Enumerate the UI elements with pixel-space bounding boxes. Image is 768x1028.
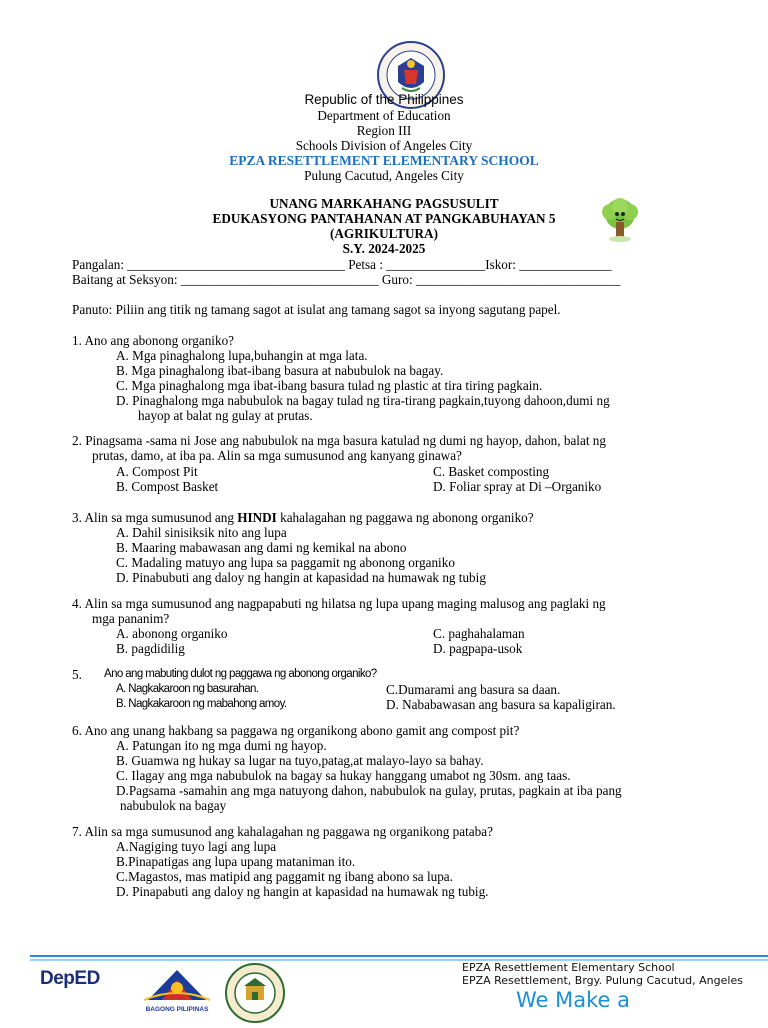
q1-option-b: B. Mga pinaghalong ibat-ibang basura at nabubulok na bagay. bbox=[116, 363, 444, 378]
q5-option-d: D. Nababawasan ang basura sa kapaligiran. bbox=[386, 697, 616, 712]
q2-option-c: C. Basket composting bbox=[433, 464, 550, 479]
bagong-pilipinas-text: BAGONG PILIPINAS bbox=[145, 1006, 209, 1013]
q5-option-c: C.Dumarami ang basura sa daan. bbox=[386, 682, 561, 697]
division-line: Schools Division of Angeles City bbox=[295, 138, 473, 153]
footer-rule bbox=[30, 955, 768, 957]
q1-stem: 1. Ano ang abonong organiko? bbox=[72, 333, 235, 348]
school-address: Pulung Cacutud, Angeles City bbox=[304, 168, 464, 183]
footer-school-address: EPZA Resettlement, Brgy. Pulung Cacutud, Angeles bbox=[462, 974, 743, 987]
q5-option-a: A. Nagkakaroon ng basurahan. bbox=[116, 683, 259, 695]
tree-icon bbox=[596, 196, 644, 244]
grade-teacher-field[interactable]: Baitang at Seksyon: ______________________________ Guro: _______________________________ bbox=[72, 272, 621, 287]
q7-option-c: C.Magastos, mas matipid ang paggamit ng ibang abono sa lupa. bbox=[116, 869, 453, 884]
q7-option-a: A.Nagiging tuyo lagi ang lupa bbox=[116, 839, 277, 854]
q5-option-b: B. Nagkakaroon ng mabahong amoy. bbox=[116, 698, 287, 710]
q1-option-a: A. Mga pinaghalong lupa,buhangin at mga lata. bbox=[116, 348, 368, 363]
exam-subject: EDUKASYONG PANTAHANAN AT PANGKABUHAYAN 5 bbox=[212, 211, 556, 226]
q5-number: 5. bbox=[72, 667, 82, 682]
q5-stem: Ano ang mabuting dulot ng paggawa ng abonong organiko? bbox=[104, 668, 377, 680]
region-line: Region III bbox=[356, 123, 412, 138]
school-name: EPZA RESETTLEMENT ELEMENTARY SCHOOL bbox=[229, 153, 539, 168]
deped-matatag-logo bbox=[40, 968, 130, 1010]
q1-option-d: D. Pinaghalong mga nabubulok na bagay tulad ng tira-tirang pagkain,tuyong dahoon,dumi ng bbox=[116, 393, 610, 408]
q4-option-a: A. abonong organiko bbox=[116, 626, 228, 641]
footer-school-name: EPZA Resettlement Elementary School bbox=[462, 961, 675, 974]
q3-option-c: C. Madaling matuyo ang lupa sa paggamit ng abonong organiko bbox=[116, 555, 455, 570]
exam-title: UNANG MARKAHANG PAGSUSULIT bbox=[269, 196, 499, 211]
department-line: Department of Education bbox=[317, 108, 451, 123]
q3-emphasis: HINDI bbox=[237, 510, 277, 525]
bagong-pilipinas-emblem bbox=[140, 966, 214, 1002]
name-date-score-field[interactable]: Pangalan: _________________________________ Petsa : _______________Iskor: ______________ bbox=[72, 257, 612, 272]
q7-option-d: D. Pinapabuti ang daloy ng hangin at kapasidad na humawak ng tubig. bbox=[116, 884, 489, 899]
q6-option-b: B. Guamwa ng hukay sa lugar na tuyo,patag,at malayo-layo sa bahay. bbox=[116, 753, 484, 768]
deped-logo-text: DepED bbox=[40, 968, 100, 989]
school-year: S.Y. 2024-2025 bbox=[342, 241, 426, 256]
republic-line: Republic of the Philippines bbox=[304, 92, 464, 107]
q2-option-a: A. Compost Pit bbox=[116, 464, 198, 479]
q3-option-d: D. Pinabubuti ang daloy ng hangin at kapasidad na humawak ng tubig bbox=[116, 570, 486, 585]
q7-stem: 7. Alin sa mga sumusunod ang kahalagahan ng paggawa ng organikong pataba? bbox=[72, 824, 493, 839]
q1-option-c: C. Mga pinaghalong mga ibat-ibang basura tulad ng plastic at tira tiring pagkain. bbox=[116, 378, 543, 393]
q6-option-d-cont: nabubulok na bagay bbox=[120, 798, 227, 813]
q2-stem: 2. Pinagsama -sama ni Jose ang nabubulok na mga basura katulad ng dumi ng hayop, dahon, balat ng bbox=[72, 433, 606, 448]
q4-stem-cont: mga pananim? bbox=[92, 611, 170, 626]
q2-option-b: B. Compost Basket bbox=[116, 479, 219, 494]
q3-option-b: B. Maaring mabawasan ang dami ng kemikal na abono bbox=[116, 540, 407, 555]
instructions: Panuto: Piliin ang titik ng tamang sagot at isulat ang tamang sagot sa inyong sagutang papel. bbox=[72, 302, 561, 317]
bagong-pilipinas-logo bbox=[140, 966, 214, 1012]
q3-option-a: A. Dahil sinisiksik nito ang lupa bbox=[116, 525, 287, 540]
q4-stem: 4. Alin sa mga sumusunod ang nagpapabuti ng hilatsa ng lupa upang maging malusog ang paglaki ng bbox=[72, 596, 606, 611]
school-seal bbox=[224, 962, 286, 1024]
q2-option-d: D. Foliar spray at Di –Organiko bbox=[433, 479, 602, 494]
q6-stem: 6. Ano ang unang hakbang sa paggawa ng organikong abono gamit ang compost pit? bbox=[72, 723, 520, 738]
footer-motto: We Make a bbox=[516, 988, 630, 1012]
q7-option-b: B.Pinapatigas ang lupa upang mataniman ito. bbox=[116, 854, 356, 869]
q4-option-b: B. pagdidilig bbox=[116, 641, 185, 656]
exam-strand: (AGRIKULTURA) bbox=[330, 226, 438, 241]
q2-stem-cont: prutas, damo, at iba pa. Alin sa mga sumusunod ang kanyang ginawa? bbox=[92, 448, 462, 463]
q6-option-c: C. Ilagay ang mga nabubulok na bagay sa hukay hanggang umabot ng 30sm. ang taas. bbox=[116, 768, 571, 783]
q4-option-d: D. pagpapa-usok bbox=[433, 641, 523, 656]
q4-option-c: C. paghahalaman bbox=[433, 626, 525, 641]
q3-stem: 3. Alin sa mga sumusunod ang HINDI kahalagahan ng paggawa ng abonong organiko? bbox=[72, 510, 534, 525]
q1-option-d-cont: hayop at balat ng gulay at prutas. bbox=[138, 408, 313, 423]
q6-option-a: A. Patungan ito ng mga dumi ng hayop. bbox=[116, 738, 327, 753]
q6-option-d: D.Pagsama -samahin ang mga natuyong dahon, nabubulok na gulay, prutas, pagkain at iba pang bbox=[116, 783, 622, 798]
